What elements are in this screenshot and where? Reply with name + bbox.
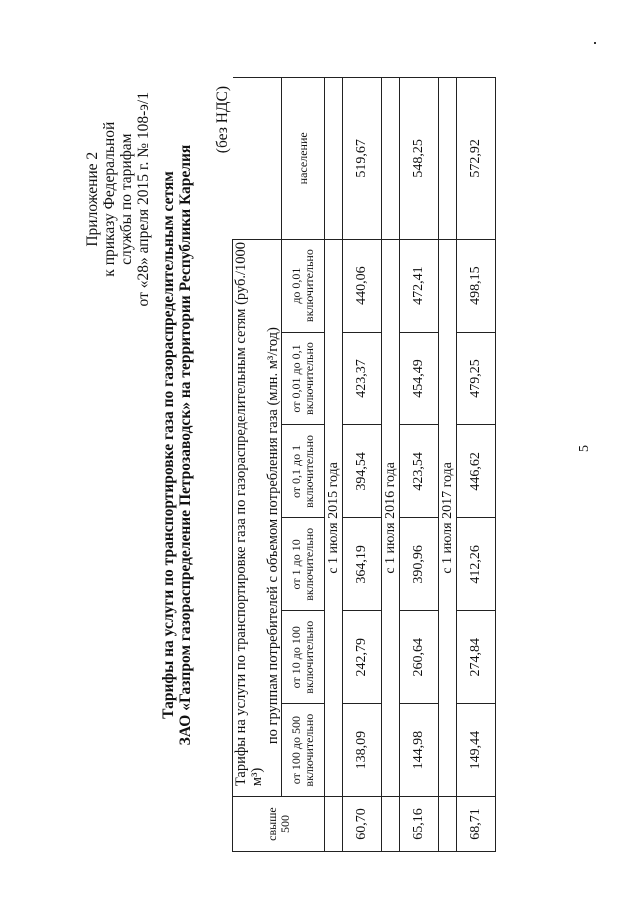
cell-value: 260,64	[400, 611, 439, 704]
cell-population: 519,67	[343, 78, 382, 240]
period-label: с 1 июля 2016 года	[382, 239, 400, 796]
group-header-line-2: по группам потребителей с объемом потребления газа (млн. м³/год)	[265, 327, 281, 745]
cell-value: 138,09	[343, 704, 382, 797]
appendix-reference	[84, 92, 152, 306]
cell-value: 423,54	[400, 425, 439, 518]
period-row	[325, 78, 343, 852]
cell-value: 472,41	[400, 239, 439, 332]
table-row	[343, 78, 382, 852]
period-row	[439, 78, 457, 852]
cell-over-500: 60,70	[343, 797, 382, 852]
cell-value: 274,84	[457, 611, 496, 704]
appendix-line-4: от «28» апреля 2015 г. № 108-э/1	[135, 92, 152, 307]
cell-value: 412,26	[457, 518, 496, 611]
cell-value: 498,15	[457, 239, 496, 332]
group-header	[233, 239, 282, 796]
rotated-page	[22, 30, 622, 880]
title-line-2: ЗАО «Газпром газораспределение Петрозаводск» на территории Республики Карелия	[177, 144, 194, 746]
header-col-0.01-0.1: от 0,01 до 0,1 включительно	[282, 332, 325, 425]
cell-value: 440,06	[343, 239, 382, 332]
header-over-500: свыше 500	[233, 797, 325, 852]
cell-value: 149,44	[457, 704, 496, 797]
appendix-line-2: к приказу Федеральной	[101, 121, 118, 277]
group-header-line-1: Тарифы на услуги по транспортировке газа по газораспределительным сетям (руб./1000 м³)	[233, 241, 265, 787]
cell-value: 144,98	[400, 704, 439, 797]
table-row	[457, 78, 496, 852]
cell-value: 446,62	[457, 425, 496, 518]
title-line-1: Тарифы на услуги по транспортировке газа по газораспределительным сетям	[160, 171, 177, 719]
cell-population: 548,25	[400, 78, 439, 240]
cell-value: 423,37	[343, 332, 382, 425]
cell-value: 394,54	[343, 425, 382, 518]
cell-value: 242,79	[343, 611, 382, 704]
header-col-10-100: от 10 до 100 включительно	[282, 611, 325, 704]
scan-speck	[594, 42, 596, 44]
header-population: население	[282, 78, 325, 240]
period-row	[382, 78, 400, 852]
appendix-line-1: Приложение 2	[84, 151, 101, 247]
cell-over-500: 68,71	[457, 797, 496, 852]
cell-value: 454,49	[400, 332, 439, 425]
tariff-table	[232, 77, 496, 852]
cell-population: 572,92	[457, 78, 496, 240]
header-col-0.1-1: от 0,1 до 1 включительно	[282, 425, 325, 518]
header-spacer	[233, 78, 282, 240]
table-row	[400, 78, 439, 852]
period-label: с 1 июля 2015 года	[325, 239, 343, 796]
vat-note: (без НДС)	[214, 86, 231, 154]
cell-value: 390,96	[400, 518, 439, 611]
header-col-1-10: от 1 до 10 включительно	[282, 518, 325, 611]
header-col-100-500: от 100 до 500 включительно	[282, 704, 325, 797]
cell-value: 364,19	[343, 518, 382, 611]
page-number: 5	[577, 445, 592, 452]
header-col-upto-0.01: до 0,01 включительно	[282, 239, 325, 332]
period-label: с 1 июля 2017 года	[439, 239, 457, 796]
document-title	[160, 130, 194, 760]
cell-value: 479,25	[457, 332, 496, 425]
appendix-line-3: службы по тарифам	[118, 133, 135, 265]
cell-over-500: 65,16	[400, 797, 439, 852]
